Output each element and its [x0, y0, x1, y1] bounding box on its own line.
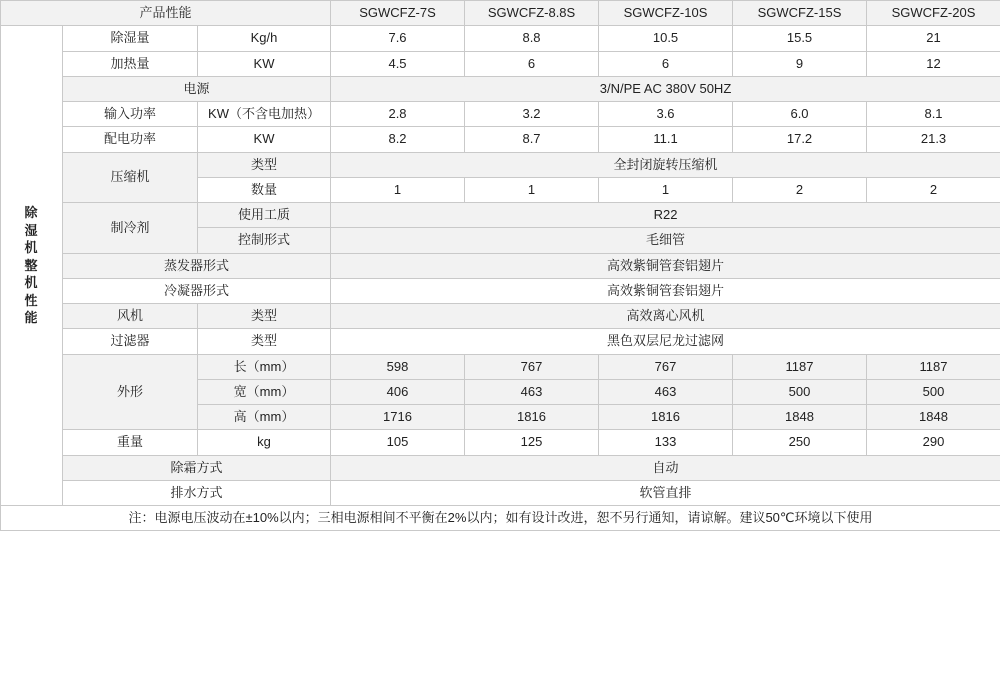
cell-distribution-power-4: 17.2: [733, 127, 867, 152]
table-row: [1, 127, 1000, 152]
cell-width-4: 500: [733, 379, 867, 404]
cell-height-1: 1716: [331, 405, 465, 430]
row-unit-heating: KW: [198, 51, 331, 76]
cell-compressor-qty-4: 2: [733, 177, 867, 202]
row-label-drainage: 排水方式: [63, 480, 331, 505]
table-row: [1, 480, 1000, 505]
cell-height-3: 1816: [599, 405, 733, 430]
table-row: [1, 304, 1000, 329]
cell-distribution-power-2: 8.7: [465, 127, 599, 152]
table-note-row: [1, 506, 1000, 531]
row-label-dimensions: 外形: [63, 354, 198, 430]
cell-width-3: 463: [599, 379, 733, 404]
cell-heating-1: 4.5: [331, 51, 465, 76]
table-row: [1, 455, 1000, 480]
row-unit-refrigerant-control: 控制形式: [198, 228, 331, 253]
row-unit-compressor-type: 类型: [198, 152, 331, 177]
cell-width-2: 463: [465, 379, 599, 404]
cell-dehumidify-5: 21: [867, 26, 1000, 51]
row-label-defrost: 除霜方式: [63, 455, 331, 480]
cell-length-5: 1187: [867, 354, 1000, 379]
cell-dehumidify-2: 8.8: [465, 26, 599, 51]
row-unit-weight: kg: [198, 430, 331, 455]
cell-length-4: 1187: [733, 354, 867, 379]
table-note: 注：电源电压波动在±10%以内；三相电源相间不平衡在2%以内；如有设计改进，恕不另行通知，请谅解。建议50℃环境以下使用: [1, 506, 1000, 531]
cell-length-1: 598: [331, 354, 465, 379]
cell-heating-4: 9: [733, 51, 867, 76]
cell-filter-value: 黑色双层尼龙过滤网: [331, 329, 1000, 354]
side-label-text: 除湿机整机性能: [24, 205, 39, 326]
row-unit-compressor-qty: 数量: [198, 177, 331, 202]
cell-heating-5: 12: [867, 51, 1000, 76]
cell-input-power-1: 2.8: [331, 102, 465, 127]
cell-dehumidify-3: 10.5: [599, 26, 733, 51]
table-row: [1, 203, 1000, 228]
cell-weight-4: 250: [733, 430, 867, 455]
cell-refrigerant-control-value: 毛细管: [331, 228, 1000, 253]
row-unit-length: 长（mm）: [198, 354, 331, 379]
cell-condenser-value: 高效紫铜管套铝翅片: [331, 278, 1000, 303]
header-model-3: SGWCFZ-10S: [599, 1, 733, 26]
cell-distribution-power-3: 11.1: [599, 127, 733, 152]
cell-width-1: 406: [331, 379, 465, 404]
cell-evaporator-value: 高效紫铜管套铝翅片: [331, 253, 1000, 278]
row-unit-distribution-power: KW: [198, 127, 331, 152]
cell-compressor-qty-2: 1: [465, 177, 599, 202]
row-label-filter: 过滤器: [63, 329, 198, 354]
row-unit-refrigerant-medium: 使用工质: [198, 203, 331, 228]
cell-height-5: 1848: [867, 405, 1000, 430]
row-label-distribution-power: 配电功率: [63, 127, 198, 152]
side-label-overall-performance: [1, 26, 63, 506]
table-row: [1, 329, 1000, 354]
row-label-dehumidify: 除湿量: [63, 26, 198, 51]
cell-weight-1: 105: [331, 430, 465, 455]
header-model-2: SGWCFZ-8.8S: [465, 1, 599, 26]
cell-input-power-4: 6.0: [733, 102, 867, 127]
row-label-heating: 加热量: [63, 51, 198, 76]
table-row: [1, 354, 1000, 379]
cell-height-2: 1816: [465, 405, 599, 430]
cell-input-power-5: 8.1: [867, 102, 1000, 127]
cell-length-2: 767: [465, 354, 599, 379]
row-unit-height: 高（mm）: [198, 405, 331, 430]
row-unit-fan: 类型: [198, 304, 331, 329]
cell-fan-value: 高效离心风机: [331, 304, 1000, 329]
row-label-input-power: 输入功率: [63, 102, 198, 127]
cell-weight-2: 125: [465, 430, 599, 455]
row-label-evaporator: 蒸发器形式: [63, 253, 331, 278]
cell-heating-3: 6: [599, 51, 733, 76]
row-label-power-supply: 电源: [63, 76, 331, 101]
cell-refrigerant-medium-value: R22: [331, 203, 1000, 228]
cell-weight-5: 290: [867, 430, 1000, 455]
table-row: [1, 278, 1000, 303]
cell-dehumidify-1: 7.6: [331, 26, 465, 51]
cell-drainage-value: 软管直排: [331, 480, 1000, 505]
header-model-5: SGWCFZ-20S: [867, 1, 1000, 26]
row-unit-dehumidify: Kg/h: [198, 26, 331, 51]
row-label-weight: 重量: [63, 430, 198, 455]
cell-heating-2: 6: [465, 51, 599, 76]
table-row: [1, 51, 1000, 76]
cell-width-5: 500: [867, 379, 1000, 404]
row-unit-input-power: KW（不含电加热）: [198, 102, 331, 127]
cell-dehumidify-4: 15.5: [733, 26, 867, 51]
row-unit-width: 宽（mm）: [198, 379, 331, 404]
cell-height-4: 1848: [733, 405, 867, 430]
row-unit-filter: 类型: [198, 329, 331, 354]
table-row: [1, 26, 1000, 51]
header-model-1: SGWCFZ-7S: [331, 1, 465, 26]
cell-input-power-3: 3.6: [599, 102, 733, 127]
table-row: [1, 253, 1000, 278]
cell-length-3: 767: [599, 354, 733, 379]
cell-compressor-qty-3: 1: [599, 177, 733, 202]
table-row: [1, 152, 1000, 177]
cell-compressor-type-value: 全封闭旋转压缩机: [331, 152, 1000, 177]
cell-input-power-2: 3.2: [465, 102, 599, 127]
table-row: [1, 76, 1000, 101]
cell-distribution-power-5: 21.3: [867, 127, 1000, 152]
cell-compressor-qty-1: 1: [331, 177, 465, 202]
header-product-performance: 产品性能: [1, 1, 331, 26]
cell-defrost-value: 自动: [331, 455, 1000, 480]
row-label-fan: 风机: [63, 304, 198, 329]
cell-distribution-power-1: 8.2: [331, 127, 465, 152]
cell-weight-3: 133: [599, 430, 733, 455]
cell-compressor-qty-5: 2: [867, 177, 1000, 202]
table-header-row: [1, 1, 1000, 26]
row-label-compressor: 压缩机: [63, 152, 198, 203]
table-row: [1, 430, 1000, 455]
row-label-condenser: 冷凝器形式: [63, 278, 331, 303]
table-row: [1, 102, 1000, 127]
header-model-4: SGWCFZ-15S: [733, 1, 867, 26]
row-label-refrigerant: 制冷剂: [63, 203, 198, 254]
cell-power-supply-value: 3/N/PE AC 380V 50HZ: [331, 76, 1000, 101]
